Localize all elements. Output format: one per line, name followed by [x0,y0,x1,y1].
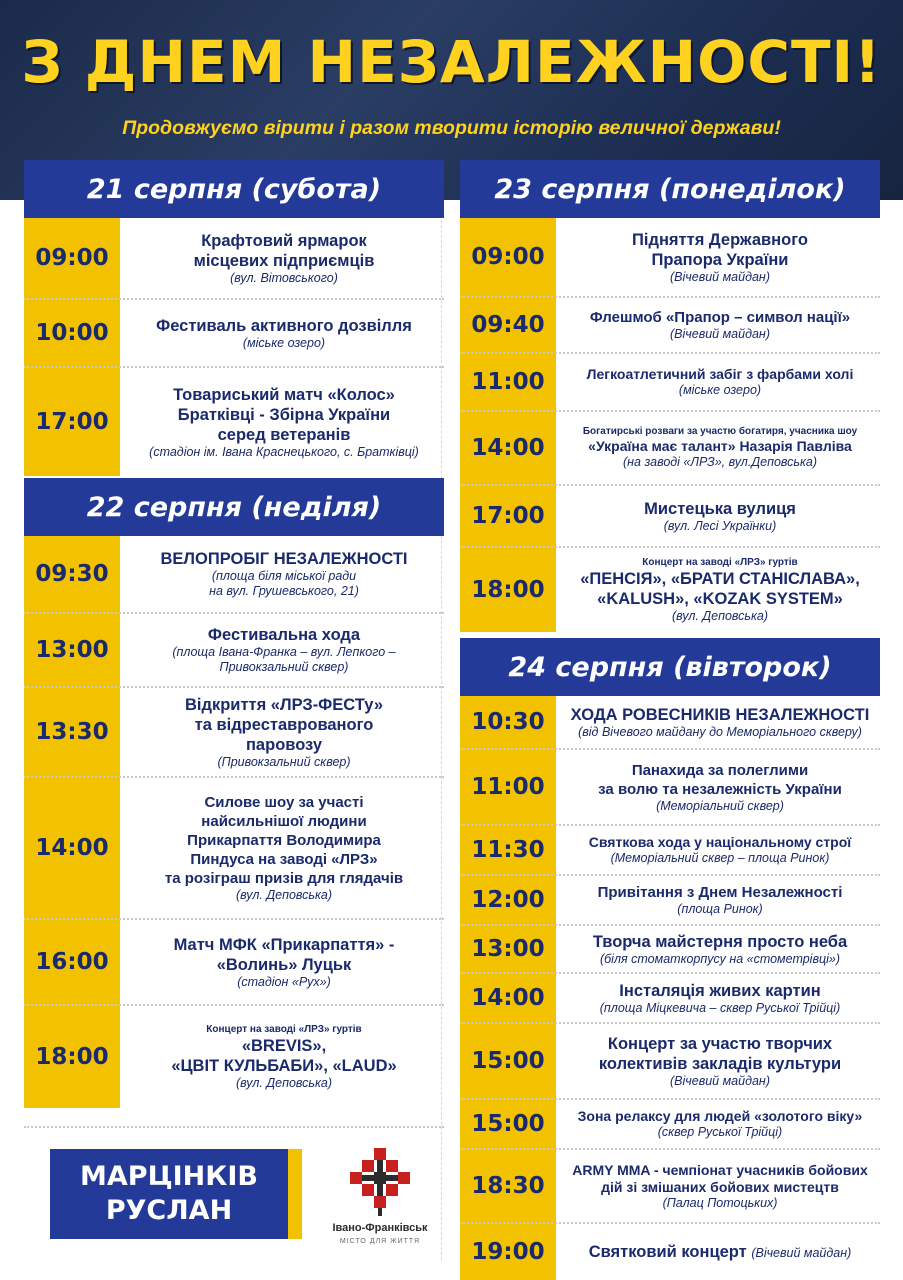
event-location: (вул. Лесі Українки) [663,518,777,533]
day-header-22: 22 серпня (неділя) [24,478,444,536]
event-title: «Волинь» Луцьк [216,955,352,974]
event-location: (вул. Вітовського) [230,270,338,285]
event-time: 15:00 [471,1048,545,1074]
event-title: серед ветеранів [217,425,351,444]
event-row [460,748,880,824]
event-time: 09:30 [35,561,109,587]
event-location: Привокзальний сквер) [219,660,349,674]
event-title: та розіграш призів для глядачів [164,870,404,887]
event-title: Прапора України [651,250,789,269]
event-title: Зона релаксу для людей «золотого віку» [577,1108,863,1124]
event-time: 14:00 [35,835,109,861]
event-location: на вул. Грушевського, 21) [209,584,359,598]
event-title: паровозу [245,735,323,754]
event-location: (площа Ринок) [677,902,763,916]
event-title [589,1242,852,1263]
event-location: (площа Івана-Франка – вул. Лепкого – [172,645,396,659]
event-title: Святкова хода у національному строї [588,834,852,850]
event-title: ХОДА РОВЕСНИКІВ НЕЗАЛЕЖНОСТІ [570,705,870,724]
event-location: (на заводі «ЛРЗ», вул.Деповська) [622,455,818,469]
event-title: ВЕЛОПРОБІГ НЕЗАЛЕЖНОСТІ [160,550,408,568]
event-title: Фестивальна хода [207,626,361,644]
event-location: (Палац Потоцьких) [662,1195,778,1210]
event-description [560,974,880,1022]
event-time: 17:00 [471,503,545,529]
event-row [24,612,444,686]
event-intro: Концерт на заводі «ЛРЗ» гуртів [206,1023,362,1035]
event-title: та відреставрованого [194,715,374,734]
author-badge [50,1149,302,1239]
event-description [560,876,880,924]
event-description [124,614,444,686]
event-intro: Богатирські розваги за участю богатиря, учасника шоу [582,426,858,437]
event-location: (міське озеро) [678,383,762,397]
event-description [560,750,880,824]
event-row [460,296,880,352]
event-description [124,1006,444,1108]
city-logo [330,1146,430,1256]
page-title: З ДНЕМ НЕЗАЛЕЖНОСТІ! [21,28,882,96]
event-description [124,688,444,776]
event-location: (сквер Руської Трійці) [657,1125,783,1139]
logo-motto: МІСТО ДЛЯ ЖИТТЯ [339,1238,421,1245]
event-time: 11:00 [471,369,545,395]
page-subtitle: Продовжуємо вірити і разом творити історію величної держави! [122,117,781,139]
event-title: Флешмоб «Прапор – символ нації» [589,309,851,326]
event-description [560,926,880,972]
event-title: Прикарпаття Володимира [187,832,381,849]
event-location: (стадіон «Рух») [237,974,331,989]
day-block-23 [460,218,880,632]
event-title: Матч МФК «Прикарпаття» - [173,935,395,954]
bottom-divider [24,1126,444,1128]
event-time: 13:00 [35,637,109,663]
event-title: Крафтовий ярмарок [201,231,367,250]
logo-city-name: Івано-Франківськ [332,1222,428,1234]
event-location: (від Вічевого майдану до Меморіального скверу) [578,724,862,739]
event-row [24,686,444,776]
event-row [24,218,444,298]
event-title: Братківці - Збірна України [177,405,391,424]
event-row [460,874,880,924]
event-row [460,218,880,296]
event-location: (вул. Деповська) [235,1075,333,1090]
author-second-line: РУСЛАН [105,1195,233,1226]
event-description [124,218,444,298]
event-location: (Меморіальний сквер – площа Ринок) [610,851,830,865]
event-row [460,1098,880,1148]
event-row [460,484,880,546]
event-time: 12:00 [471,887,545,913]
event-description [560,1024,880,1098]
event-time: 14:00 [471,435,545,461]
day-block-24 [460,696,880,1280]
event-time: 13:00 [471,936,545,962]
event-row [24,536,444,612]
event-title: місцевих підприємців [193,251,375,270]
event-row [24,298,444,366]
event-description [560,826,880,874]
event-location: (Вічевий майдан) [670,269,770,284]
event-title: Творча майстерня просто неба [592,932,848,951]
event-description [124,300,444,366]
event-title: Концерт за участю творчих [607,1034,833,1053]
event-title: Легкоатлетичний забіг з фарбами холі [586,366,854,382]
event-title: за волю та незалежність України [598,780,842,798]
event-time: 09:40 [471,312,545,338]
day-block-21 [24,218,444,476]
event-title: «Україна має талант» Назарія Павліва [588,438,852,454]
event-title: Привітання з Днем Незалежності [597,884,843,901]
event-row [460,352,880,410]
event-title: Товариський матч «Колос» [173,385,395,404]
day-header-21: 21 серпня (субота) [24,160,444,218]
event-description [560,218,880,296]
event-title: Підняття Державного [632,230,808,249]
event-title: «ЦВІТ КУЛЬБАБИ», «LAUD» [171,1056,397,1075]
event-description [124,778,444,918]
event-title: Силове шоу за участі [204,794,364,811]
event-row [460,972,880,1022]
event-title: Фестиваль активного дозвілля [156,316,412,335]
event-row [460,824,880,874]
event-description [560,548,880,632]
event-description [560,1150,880,1222]
event-location: (Привокзальний сквер) [217,754,351,769]
event-row [460,924,880,972]
event-title-text: Святковий концерт [588,1242,747,1261]
event-row [460,546,880,632]
event-time: 11:00 [471,774,545,800]
event-title: Пиндуса на заводі «ЛРЗ» [190,851,378,868]
event-description [560,1100,880,1148]
event-row [24,776,444,918]
event-time: 09:00 [35,245,109,271]
event-title: Мистецька вулиця [644,499,796,518]
event-time: 18:30 [471,1173,545,1199]
event-title: дій зі змішаних бойових мистецтв [601,1178,839,1195]
event-title: «ПЕНСІЯ», «БРАТИ СТАНІСЛАВА», [580,569,860,588]
event-time: 19:00 [471,1239,545,1265]
vyshyvanka-ornament-icon [345,1146,415,1218]
day-header-24: 24 серпня (вівторок) [460,638,880,696]
event-description [560,412,880,484]
event-row [460,410,880,484]
event-row [460,1222,880,1280]
event-location: (біля стоматкорпусу на «стометрівці») [599,951,841,966]
event-title: Панахида за полеглими [631,761,809,779]
event-row [24,1004,444,1108]
event-location: (Вічевий майдан) [670,1073,770,1088]
event-time: 10:30 [471,709,545,735]
event-time: 11:30 [471,837,545,863]
event-description [124,536,444,612]
event-title: «BREVIS», [241,1036,327,1055]
event-location: (Вічевий майдан) [751,1245,852,1260]
event-description [560,298,880,352]
event-time: 18:00 [471,577,545,603]
event-location: (Меморіальний сквер) [656,798,784,813]
event-time: 14:00 [471,985,545,1011]
event-location: (площа біля міської ради [211,569,357,583]
event-location: (міське озеро) [242,335,326,350]
event-row [460,1022,880,1098]
event-time: 09:00 [471,244,545,270]
author-first-line: МАРЦІНКІВ [80,1161,258,1192]
event-time: 16:00 [35,949,109,975]
event-row [460,696,880,748]
event-description [560,1224,880,1280]
event-description [560,354,880,410]
event-row [460,1148,880,1222]
event-title: «KALUSH», «KOZAK SYSTEM» [597,589,843,608]
event-description [560,486,880,546]
event-title: найсильнішої людини [201,813,367,830]
event-description [560,696,880,748]
event-intro: Концерт на заводі «ЛРЗ» гуртів [642,556,798,568]
event-location: (стадіон ім. Івана Краснецького, с. Братківці) [149,444,419,459]
day-header-23: 23 серпня (понеділок) [460,160,880,218]
event-description [124,920,444,1004]
event-row [24,918,444,1004]
event-location: (вул. Деповська) [235,888,333,902]
event-time: 10:00 [35,320,109,346]
event-title: колективів закладів культури [598,1054,842,1073]
event-time: 17:00 [35,409,109,435]
event-title: Інсталяція живих картин [619,981,821,1000]
day-block-22 [24,536,444,1108]
event-time: 15:00 [471,1111,545,1137]
event-time: 18:00 [35,1044,109,1070]
event-location: (Вічевий майдан) [670,327,770,341]
event-time: 13:30 [35,719,109,745]
event-location: (вул. Деповська) [671,608,769,623]
event-description [124,368,444,476]
event-row [24,366,444,476]
event-title: Відкриття «ЛРЗ-ФЕСТу» [184,695,383,714]
event-title: ARMY MMA - чемпіонат учасників бойових [572,1161,868,1178]
event-location: (площа Міцкевича – сквер Руської Трійці) [599,1000,841,1015]
